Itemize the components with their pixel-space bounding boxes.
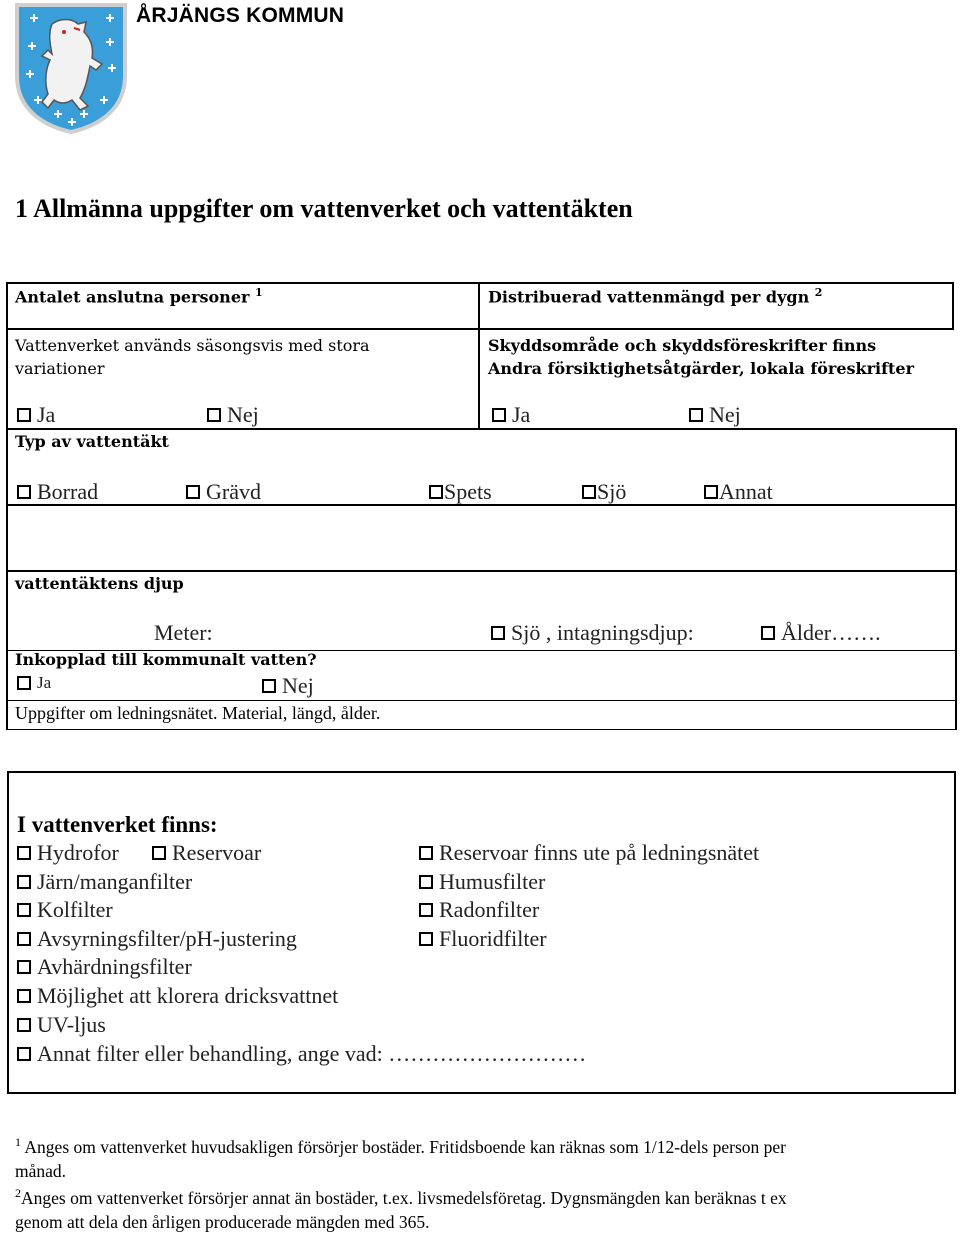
- filter-option-uv[interactable]: UV-ljus: [17, 1012, 106, 1038]
- filter-option-reservoar-natet[interactable]: Reservoar finns ute på ledningsnätet: [419, 840, 759, 866]
- protection-label: Skyddsområde och skyddsföreskrifter finns Andra försiktighetsåtgärder, lokala föreskrifter: [488, 336, 915, 378]
- protection-yes-option[interactable]: Ja: [492, 402, 530, 428]
- municipal-water-label: Inkopplad till kommunalt vatten?: [15, 650, 317, 669]
- checkbox[interactable]: [17, 1018, 31, 1032]
- filter-option-kol[interactable]: Kolfilter: [17, 897, 113, 923]
- checkbox[interactable]: [207, 408, 221, 422]
- checkbox[interactable]: [17, 1047, 31, 1061]
- table-border-right: [955, 428, 957, 730]
- checkbox[interactable]: [17, 960, 31, 974]
- checkbox[interactable]: [704, 485, 718, 499]
- distributed-volume-label: Distribuerad vattenmängd per dygn $^2$: [488, 286, 823, 307]
- municipality-name: ÅRJÄNGS KOMMUN: [136, 4, 345, 27]
- network-info-label: Uppgifter om ledningsnätet. Material, längd, ålder.: [15, 703, 381, 723]
- age-option[interactable]: Ålder…….: [761, 620, 881, 646]
- checkbox[interactable]: [17, 875, 31, 889]
- depth-label: vattentäktens djup: [15, 574, 184, 593]
- table-border-row4: [6, 700, 957, 701]
- filter-option-klorera[interactable]: Möjlighet att klorera dricksvattnet: [17, 983, 338, 1009]
- municipal-no-option[interactable]: Nej: [262, 673, 314, 699]
- checkbox[interactable]: [17, 676, 31, 690]
- checkbox[interactable]: [262, 679, 276, 693]
- checkbox[interactable]: [17, 846, 31, 860]
- checkbox[interactable]: [689, 408, 703, 422]
- filter-option-avsyrning[interactable]: Avsyrningsfilter/pH-justering: [17, 926, 297, 952]
- lake-intake-option[interactable]: Sjö , intagningsdjup:: [491, 620, 694, 646]
- checkbox[interactable]: [17, 903, 31, 917]
- checkbox[interactable]: [17, 932, 31, 946]
- intake-sjo-option[interactable]: Sjö: [582, 479, 626, 505]
- checkbox[interactable]: [582, 485, 596, 499]
- intake-borrad-option[interactable]: Borrad: [17, 479, 98, 505]
- checkbox[interactable]: [152, 846, 166, 860]
- checkbox[interactable]: [761, 626, 775, 640]
- section-title: 1 Allmänna uppgifter om vattenverket och vattentäkten: [15, 194, 633, 223]
- checkbox[interactable]: [419, 846, 433, 860]
- intake-gravd-option[interactable]: Grävd: [186, 479, 261, 505]
- intake-annat-option[interactable]: Annat: [704, 479, 773, 505]
- table-border-right-top: [952, 282, 954, 330]
- filter-option-annat[interactable]: Annat filter eller behandling, ange vad: ………………………: [17, 1041, 586, 1067]
- meters-label: Meter:: [154, 620, 213, 645]
- protection-no-option[interactable]: Nej: [689, 402, 741, 428]
- empty-box-bottom: [6, 570, 957, 572]
- checkbox[interactable]: [492, 408, 506, 422]
- checkbox[interactable]: [419, 903, 433, 917]
- intake-spets-option[interactable]: Spets: [429, 479, 492, 505]
- checkbox[interactable]: [491, 626, 505, 640]
- seasonal-no-option[interactable]: Nej: [207, 402, 259, 428]
- intake-type-label: Typ av vattentäkt: [15, 432, 169, 451]
- table-border-bottom: [6, 729, 957, 730]
- checkbox[interactable]: [419, 932, 433, 946]
- footnote-1: $^1$ Anges om vattenverket huvudsakligen försörjer bostäder. Fritidsboende kan räknas som 1/12-dels person per månad.: [15, 1135, 786, 1181]
- reservoar-option[interactable]: Reservoar: [152, 840, 261, 866]
- footnote-2: $^2$Anges om vattenverket försörjer annat än bostäder, t.ex. livsmedelsföretag. Dygnsmängden kan beräknas t ex genom att dela den årligen producerade mängden med 365.: [15, 1186, 787, 1232]
- checkbox[interactable]: [419, 875, 433, 889]
- facility-title: I vattenverket finns:: [17, 812, 218, 837]
- table-border-row2: [6, 428, 957, 430]
- filter-option-fluorid[interactable]: Fluoridfilter: [419, 926, 547, 952]
- checkbox[interactable]: [17, 408, 31, 422]
- seasonal-yes-option[interactable]: Ja: [17, 402, 55, 428]
- checkbox[interactable]: [17, 989, 31, 1003]
- connected-persons-label: Antalet anslutna personer $^1$: [15, 286, 263, 307]
- filter-option-avhardning[interactable]: Avhärdningsfilter: [17, 954, 192, 980]
- table-border-mid: [478, 282, 480, 430]
- checkbox[interactable]: [429, 485, 443, 499]
- checkbox[interactable]: [186, 485, 200, 499]
- checkbox[interactable]: [17, 485, 31, 499]
- seasonal-label: Vattenverket används säsongsvis med stora variationer: [15, 336, 370, 378]
- municipality-crest: [14, 2, 128, 134]
- filter-option-humus[interactable]: Humusfilter: [419, 869, 545, 895]
- hydrofor-option[interactable]: Hydrofor: [17, 840, 119, 866]
- filter-option-jarn[interactable]: Järn/manganfilter: [17, 869, 192, 895]
- filter-option-radon[interactable]: Radonfilter: [419, 897, 539, 923]
- intake-other-field[interactable]: [8, 506, 955, 570]
- municipal-yes-option[interactable]: Ja: [17, 673, 51, 693]
